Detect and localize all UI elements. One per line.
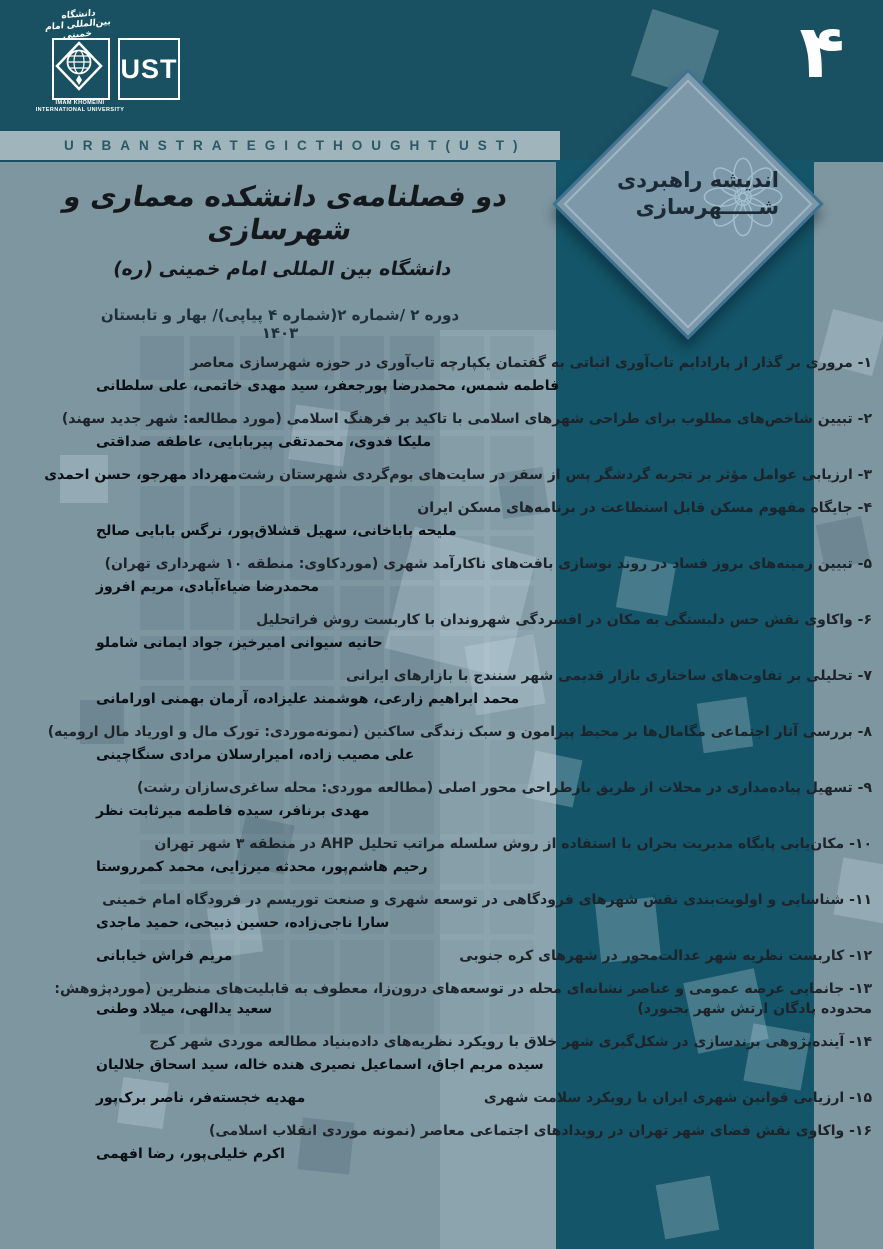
article-title: ۱۴- آینده‌پژوهی برندسازی در شکل‌گیری شهر خلاق با رویکرد نظریه‌های داده‌بنیاد مطالعه موردی شهر کرج	[149, 1034, 872, 1050]
article-title: ۴- جایگاه مفهوم مسکن قابل استطاعت در برنامه‌های مسکن ایران	[417, 500, 872, 516]
article-title: ۱۰- مکان‌یابی پایگاه مدیریت بحران با استفاده از روش سلسله مراتب تحلیل AHP در منطقه ۳ شهر تهران	[154, 836, 872, 852]
article-item	[96, 610, 872, 653]
article-title: ۳- ارزیابی عوامل مؤثر بر تجربه گردشگر پس از سفر در سایت‌های بوم‌گردی شهرستان رشت	[237, 467, 872, 483]
article-authors: مهرداد مهرجو، حسن احمدی	[44, 467, 238, 483]
article-authors: سیده مریم اجاق، اسماعیل نصیری هنده خاله، سید اسحاق جلالیان	[96, 1057, 544, 1073]
article-title: ۸- بررسی آثار اجتماعی مگامال‌ها بر محیط پیرامون و سبک زندگی ساکنین (نمونه‌موردی: تورک مال و اوریاد مال ارومیه)	[47, 724, 872, 740]
article-authors: سعید یدالهی، میلاد وطنی	[96, 1001, 273, 1017]
article-item	[96, 778, 872, 821]
university-logo	[52, 38, 110, 100]
article-title: ۷- تحلیلی بر تفاوت‌های ساختاری بازار قدیمی شهر سنندج با بازارهای ایرانی	[345, 668, 872, 684]
article-authors: رحیم هاشم‌پور، محدثه میرزایی، محمد کمرروستا	[96, 859, 428, 875]
article-item	[96, 1032, 872, 1075]
university-name-calligraphy: دانشگاه بین المللی امام خمینی (ره)	[111, 258, 454, 280]
article-item	[54, 979, 872, 1019]
university-seal-calligraphy-icon: دانشگاه بین‌المللی امام خمینی	[44, 8, 112, 42]
article-item	[96, 946, 872, 966]
article-authors: ملیکا فدوی، محمدتقی پیربابایی، عاطفه صداقتی	[96, 434, 432, 450]
article-authors: فاطمه شمس، محمدرضا پورجعفر، سید مهدی خاتمی، علی سلطانی	[96, 378, 560, 394]
article-title: ۱- مروری بر گذار از پارادایم تاب‌آوری اثباتی به گفتمان یکپارچه تاب‌آوری در حوزه شهرسازی معاصر	[190, 355, 872, 371]
article-item	[96, 554, 872, 597]
article-title-continued: محدوده پادگان ارتش شهر بجنورد)	[637, 1001, 872, 1017]
article-authors: مریم فراش خیابانی	[96, 948, 233, 964]
table-of-contents	[44, 353, 872, 1177]
journal-latin-title-band	[0, 131, 560, 160]
journal-title-calligraphy: دو فصلنامه‌ی دانشکده معماری و شهرسازی	[61, 180, 511, 246]
article-item	[96, 353, 872, 396]
article-authors: مهدیه خجسته‌فر، ناصر برک‌پور	[96, 1090, 306, 1106]
article-authors: محمد ابراهیم زارعی، هوشمند علیزاده، آرمان بهمنی اورامانی	[96, 691, 520, 707]
article-item	[96, 834, 872, 877]
article-item	[47, 722, 872, 765]
issue-info-line: دوره ۲ /شماره ۲(شماره ۴ پیاپی)/ بهار و تابستان ۱۴۰۳	[100, 306, 460, 342]
article-title: ۱۶- واکاوی نقش فضای شهر تهران در رویدادهای اجتماعی معاصر (نمونه موردی انقلاب اسلامی)	[208, 1123, 872, 1139]
article-authors: سارا ناجی‌زاده، حسین ذبیحی، حمید ماجدی	[96, 915, 390, 931]
article-item	[96, 1121, 872, 1164]
article-authors: علی مصیب زاده، امیرارسلان مرادی سنگاچینی	[96, 747, 415, 763]
article-authors: حانیه سیوانی امیرخیز، جواد ایمانی شاملو	[96, 635, 383, 651]
issue-number: ۴	[799, 9, 845, 95]
article-title: ۶- واکاوی نقش حس دلبستگی به مکان در افسردگی شهروندان با کاربست روش فراتحلیل	[256, 612, 872, 628]
article-title: ۱۱- شناسایی و اولویت‌بندی نقش شهرهای فرودگاهی در توسعه شهری و صنعت توریسم در فرودگاه امام خمینی	[102, 892, 872, 908]
article-title: ۵- تبیین زمینه‌های بروز فساد در روند نوسازی بافت‌های ناکارآمد شهری (موردکاوی: منطقه ۱۰ شهرداری تهران)	[104, 556, 872, 572]
article-authors: اکرم خلیلی‌پور، رضا افهمی	[96, 1146, 285, 1162]
article-authors: محمدرضا ضیاءآبادی، مریم افروز	[96, 579, 320, 595]
article-authors: ملیحه باباخانی، سهیل قشلاق‌پور، نرگس بابایی صالح	[96, 523, 457, 539]
journal-latin-title: URBANSTRATEGICTHOUGHT(UST)	[64, 138, 527, 153]
article-item	[96, 498, 872, 541]
article-title: ۲- تبیین شاخص‌های مطلوب برای طراحی شهرهای اسلامی با تاکید بر فرهنگ اسلامی (مورد مطالعه: شهر جدید سهند)	[61, 411, 872, 427]
university-logo-caption: IMAM KHOMEINI INTERNATIONAL UNIVERSITY	[35, 100, 125, 113]
article-authors: مهدی برنافر، سیده فاطمه میرثابت نظر	[96, 803, 370, 819]
article-item	[44, 465, 872, 485]
decorative-square	[656, 1176, 720, 1240]
article-title: ۹- تسهیل پیاده‌مداری در محلات از طریق بازطراحی محور اصلی (مطالعه موردی: محله ساغری‌سازان رشت)	[136, 780, 872, 796]
article-item	[96, 890, 872, 933]
article-title: ۱۳- جانمایی عرصه عمومی و عناصر نشانه‌ای محله در توسعه‌های درون‌زا، معطوف به قابلیت‌های منظرین (موردپژوهش:	[54, 981, 872, 997]
article-item	[61, 409, 872, 452]
article-item	[96, 666, 872, 709]
diamond-logo-title: اندیشه راهبردی شـــــهرسازی	[616, 168, 779, 219]
article-title: ۱۲- کاربست نظریه شهر عدالت‌محور در شهرهای کره جنوبی	[459, 948, 872, 964]
globe-diamond-icon	[54, 40, 104, 94]
article-title: ۱۵- ارزیابی قوانین شهری ایران با رویکرد سلامت شهری	[483, 1090, 872, 1106]
article-item	[96, 1088, 872, 1108]
ust-logo: UST	[118, 38, 180, 100]
